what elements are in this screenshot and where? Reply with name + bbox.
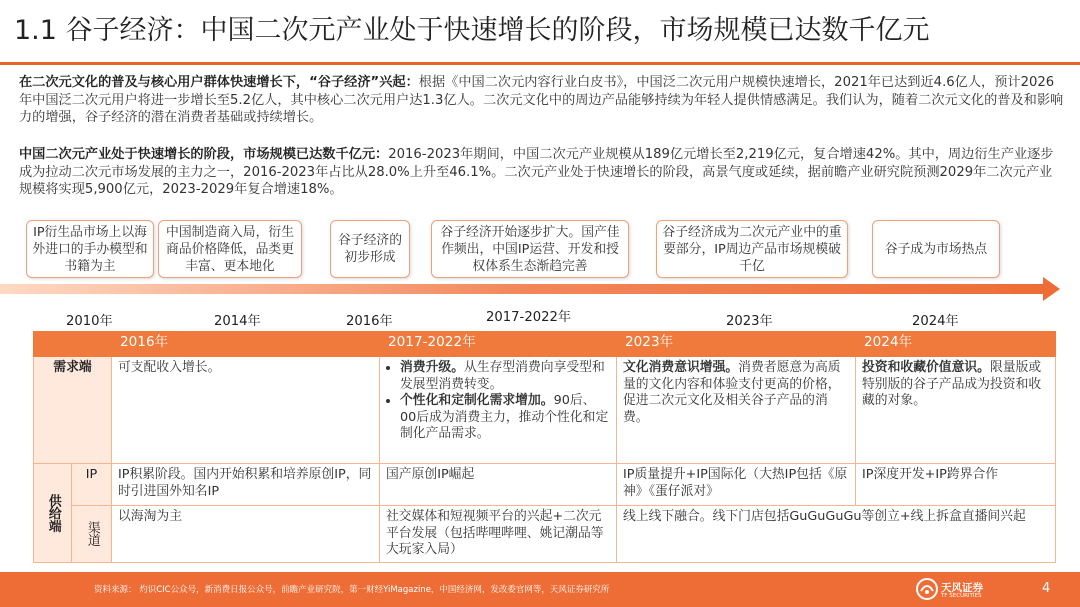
- header-corner: [34, 332, 112, 357]
- source-note: 资料来源： 灼识CIC公众号，新消费日报公众号，前瞻产业研究院，第一财经YiMagazine，中国经济网，发改委官网等，天风证券研究所: [94, 585, 610, 595]
- year-label: 2010年: [66, 314, 113, 329]
- row-label-ip: IP: [72, 464, 112, 506]
- year-label: 2017-2022年: [486, 310, 572, 325]
- table-header-row: [34, 332, 1056, 357]
- paragraph-2: [19, 146, 1064, 199]
- list-item: • 个性化和定制化需求增加。90后、00后成为消费主力，推动个性化和定制化产品需求。: [400, 393, 610, 443]
- timeline-arrow-head: [1043, 277, 1060, 301]
- year-label: 2016年: [346, 314, 393, 329]
- logo-mark-icon: [915, 577, 939, 601]
- table-cell: IP积累阶段。国内开始积累和培养原创IP，同时引进国外知名IP: [112, 464, 380, 506]
- header-cell: 2024年: [856, 332, 1056, 357]
- logo-subtitle: TF SECURITIES: [941, 593, 982, 599]
- timeline-event-2014: 中国制造商入局，衍生商品价格降低，品类更丰富、更本地化: [158, 220, 302, 278]
- driver-table: [33, 331, 1056, 563]
- brand-logo: [915, 577, 995, 603]
- timeline-event-2023: 谷子经济成为二次元产业中的重要部分，IP周边产品市场规模破千亿: [656, 220, 848, 278]
- title-divider: [0, 62, 1080, 65]
- table-cell: [380, 357, 617, 464]
- table-cell: 可支配收入增长。: [112, 357, 380, 464]
- paragraph-1-body: 根据《中国二次元内容行业白皮书》，中国泛二次元用户规模快速增长，2021年已达到近4.6亿人，预计2026年中国泛二次元用户将进一步增长至5.2亿人，其中核心二次元用户达1.3亿人。二次元文化中的周边产品能够持续为年轻人提供情感满足。我们认为，随着二次元文化的普及和影响力的增强，谷子经济的潜在消费者基础或持续增长。: [19, 75, 1064, 125]
- timeline-arrow: [0, 284, 1045, 294]
- row-label-demand: 需求端: [34, 357, 112, 464]
- table-cell: 社交媒体和短视频平台的兴起+二次元平台发展（包括哔哩哔哩、姚记潮品等大玩家入局）: [380, 506, 617, 563]
- year-label: 2024年: [912, 314, 959, 329]
- timeline-event-2010: IP衍生品市场上以海外进口的手办模型和书籍为主: [26, 220, 154, 278]
- row-label-supply: 供给端: [34, 464, 72, 563]
- page-title: 1.1 谷子经济：中国二次元产业处于快速增长的阶段，市场规模已达数千亿元: [14, 15, 930, 46]
- paragraph-1: [19, 74, 1064, 127]
- timeline-event-2016: 谷子经济的初步形成: [330, 220, 410, 278]
- table-cell: IP深度开发+IP跨界合作: [856, 464, 1056, 506]
- list-item: • 消费升级。从生存型消费向享受型和发展型消费转变。: [400, 360, 610, 393]
- paragraph-2-lead: 中国二次元产业处于快速增长的阶段，市场规模已达数千亿元：: [19, 147, 389, 162]
- table-row: [34, 506, 1056, 563]
- table-cell: 国产原创IP崛起: [380, 464, 617, 506]
- year-label: 2014年: [214, 314, 261, 329]
- header-cell: 2016年: [112, 332, 380, 357]
- table-cell: 文化消费意识增强。消费者愿意为高质量的文化内容和体验支付更高的价格，促进二次元文化及相关谷子产品的消费。: [617, 357, 856, 464]
- paragraph-1-lead: 在二次元文化的普及与核心用户群体快速增长下，“谷子经济”兴起：: [19, 75, 419, 90]
- header-cell: 2023年: [617, 332, 856, 357]
- year-label: 2023年: [726, 314, 773, 329]
- timeline-event-2017-2022: 谷子经济开始逐步扩大。国产佳作频出，中国IP运营、开发和授权体系生态渐趋完善: [431, 220, 629, 278]
- table-row: [34, 464, 1056, 506]
- table-cell: IP质量提升+IP国际化（大热IP包括《原神》《蛋仔派对》: [617, 464, 856, 506]
- table-cell: 以海淘为主: [112, 506, 380, 563]
- table-cell: 投资和收藏价值意识。限量版或特别版的谷子产品成为投资和收藏的对象。: [856, 357, 1056, 464]
- timeline-event-2024: 谷子成为市场热点: [872, 220, 1000, 278]
- logo-name: 天风证券: [941, 582, 983, 594]
- row-label-channel: 渠道: [72, 506, 112, 563]
- table-cell: 线上线下融合。线下门店包括GuGuGuGu等创立+线上拆盒直播间兴起: [617, 506, 1056, 563]
- page-number: 4: [1042, 581, 1051, 596]
- table-row: [34, 357, 1056, 464]
- header-cell: 2017-2022年: [380, 332, 617, 357]
- paragraph-2-body: 2016-2023年期间，中国二次元产业规模从189亿元增长至2,219亿元，复合增速42%。其中，周边衍生产业逐步成为拉动二次元市场发展的主力之一，2016-2023年占比从28.0%上升至46.1%。二次元产业处于快速增长的阶段，高景气度或延续，据前瞻产业研究院预测2029年二次元产业规模将实现5,900亿元，2023-2029年复合增速18%。: [19, 147, 1054, 197]
